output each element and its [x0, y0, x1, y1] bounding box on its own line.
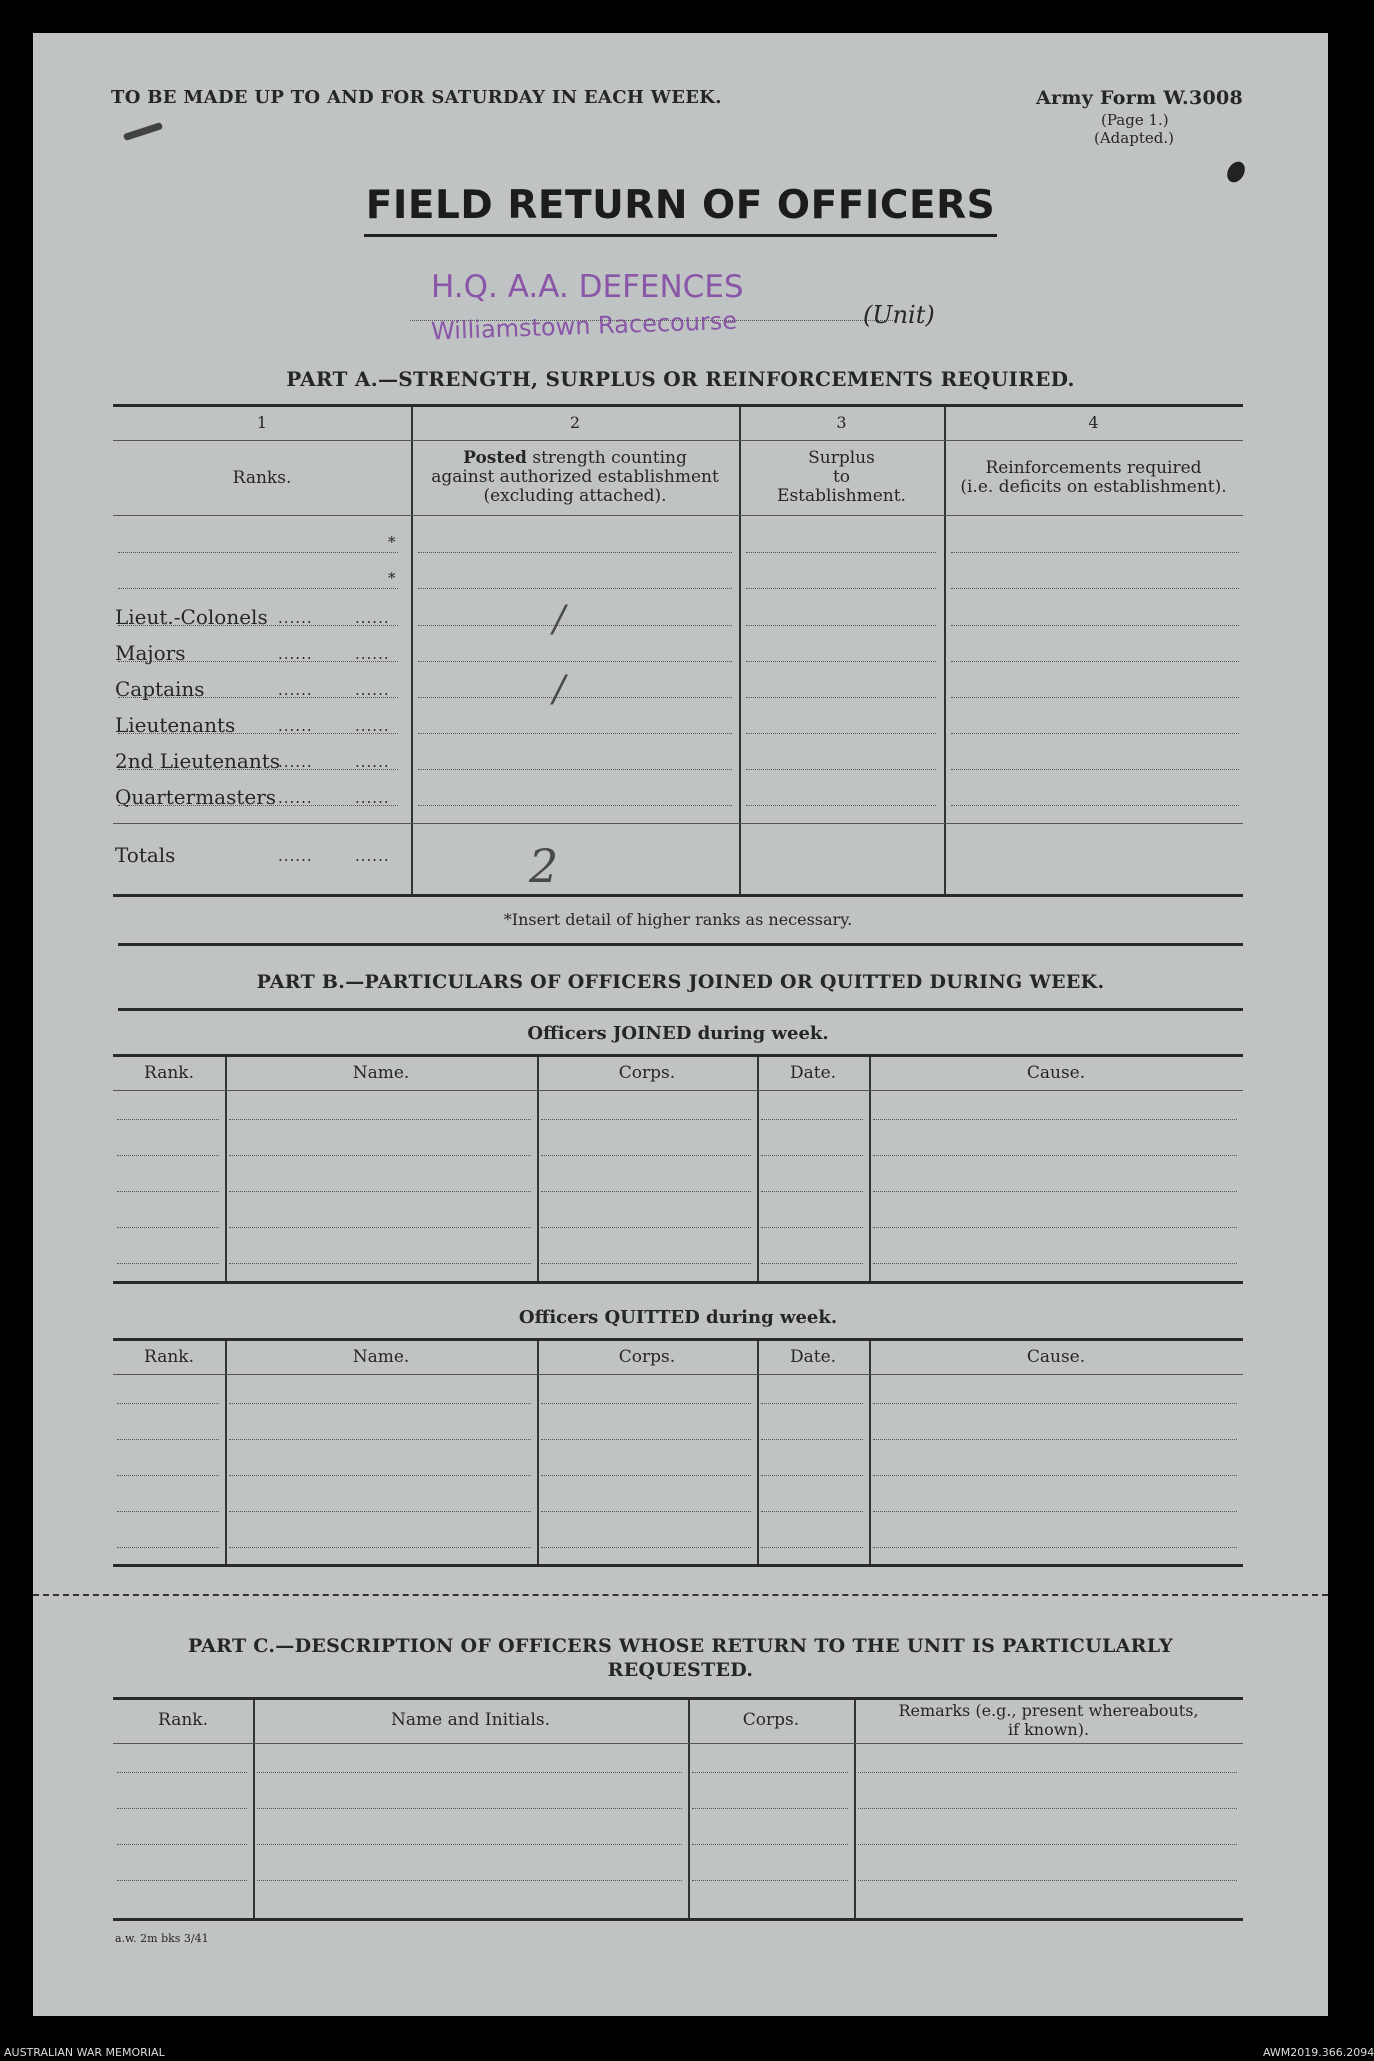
table-row-line — [761, 1191, 863, 1192]
reinforcement-row-line — [951, 805, 1239, 806]
surplus-row-line — [746, 588, 936, 589]
surplus-row-line — [746, 697, 936, 698]
table-row-line — [873, 1439, 1237, 1440]
column-header: Name. — [352, 1063, 410, 1083]
table-row-line — [257, 1880, 682, 1881]
cut-line — [33, 1594, 1328, 1596]
surplus-row-line — [746, 552, 936, 553]
table-row-line — [692, 1844, 848, 1845]
posted-row-line — [418, 805, 732, 806]
column-header: Name and Initials. — [390, 1710, 551, 1730]
part-c-top-rule — [113, 1697, 1243, 1700]
table-row-line — [257, 1772, 682, 1773]
table-row-line — [541, 1547, 751, 1548]
rank-leader: ...... — [278, 717, 313, 735]
posted-row-line — [418, 733, 732, 734]
col-num-3: 3 — [836, 413, 847, 432]
table-row-line — [873, 1119, 1237, 1120]
table-row-line — [761, 1439, 863, 1440]
column-header: Cause. — [1026, 1063, 1086, 1083]
reinforcement-row-line — [951, 588, 1239, 589]
ink-smudge — [123, 122, 163, 141]
table-row-line — [761, 1547, 863, 1548]
rank-leader: ...... — [278, 753, 313, 771]
table-row-line — [761, 1263, 863, 1264]
posted-row-line — [418, 661, 732, 662]
table-row-line — [541, 1439, 751, 1440]
table-row-line — [541, 1227, 751, 1228]
table-row-line — [229, 1119, 531, 1120]
form-number: Army Form W.3008 — [1036, 87, 1244, 109]
column-header: Rank. — [158, 1710, 208, 1730]
table-bottom-rule — [113, 1281, 1243, 1284]
col-num-rule — [113, 440, 1243, 441]
header-rule — [113, 1743, 1243, 1744]
column-header: Cause. — [1026, 1347, 1086, 1367]
print-code: a.w. 2m bks 3/41 — [115, 1932, 209, 1945]
col4-header: Reinforcements required (i.e. deficits on establishment). — [960, 458, 1227, 497]
posted-row-line — [418, 697, 732, 698]
table-row-line — [117, 1155, 219, 1156]
weekly-note: TO BE MADE UP TO AND FOR SATURDAY IN EACH WEEK. — [111, 87, 722, 108]
reinforcement-row-line — [951, 661, 1239, 662]
col-num-1: 1 — [256, 413, 268, 432]
column-header: Rank. — [144, 1063, 194, 1083]
table-row-line — [229, 1475, 531, 1476]
unit-stamp-line2: Williamstown Racecourse — [430, 306, 738, 346]
table-row-line — [257, 1808, 682, 1809]
table-row-line — [873, 1547, 1237, 1548]
table-row-line — [873, 1227, 1237, 1228]
form-sheet — [33, 33, 1328, 2016]
reinforcement-row-line — [951, 733, 1239, 734]
part-a-bottom-rule — [113, 894, 1243, 897]
table-row-line — [117, 1439, 219, 1440]
table-row-line — [229, 1227, 531, 1228]
table-row-line — [873, 1475, 1237, 1476]
joined-title: Officers JOINED during week. — [527, 1023, 829, 1044]
table-row-line — [117, 1119, 219, 1120]
rank-leader: ...... — [278, 789, 313, 807]
column-header: Corps. — [742, 1710, 800, 1730]
unit-line — [410, 320, 895, 321]
rank-leader: ...... — [278, 609, 313, 627]
table-row-line — [541, 1191, 751, 1192]
column-header: Date. — [789, 1063, 837, 1083]
table-row-line — [761, 1403, 863, 1404]
column-divider — [253, 1700, 255, 1918]
star-marker: * — [388, 569, 396, 587]
column-divider — [688, 1700, 690, 1918]
column-header: Corps. — [618, 1063, 676, 1083]
rank-leader: ...... — [355, 717, 390, 735]
table-row-line — [692, 1880, 848, 1881]
table-row-line — [761, 1119, 863, 1120]
surplus-row-line — [746, 733, 936, 734]
unit-stamp-line1: H.Q. A.A. DEFENCES — [431, 269, 744, 305]
surplus-row-line — [746, 769, 936, 770]
ranks-row-line — [118, 588, 398, 589]
rank-majors: Majors — [115, 641, 186, 665]
rank-leader: ...... — [355, 645, 390, 663]
table-row-line — [117, 1880, 247, 1881]
table-row-line — [873, 1191, 1237, 1192]
handwritten-majors: / — [553, 669, 566, 710]
col2-header: Posted strength counting against authorized establishment (excluding attached). — [431, 448, 719, 506]
unit-label: (Unit) — [863, 301, 935, 329]
page-label: (Page 1.) — [1101, 111, 1169, 129]
page-title: FIELD RETURN OF OFFICERS — [33, 183, 1328, 237]
rank-quartermasters: Quartermasters — [115, 785, 277, 809]
column-header: Rank. — [144, 1347, 194, 1367]
reinforcement-row-line — [951, 769, 1239, 770]
footer-credit: AUSTRALIAN WAR MEMORIAL — [4, 2046, 165, 2059]
part-b-rule — [118, 1008, 1243, 1011]
table-row-line — [117, 1191, 219, 1192]
part-a-top-rule — [113, 404, 1243, 407]
col3-header: Surplus to Establishment. — [777, 448, 906, 506]
rank-leader: ...... — [278, 681, 313, 699]
table-row-line — [541, 1155, 751, 1156]
column-header: Corps. — [618, 1347, 676, 1367]
table-row-line — [761, 1155, 863, 1156]
totals-label: Totals — [115, 843, 176, 867]
rank-2nd-lieutenants: 2nd Lieutenants — [115, 749, 281, 773]
remarks-header: Remarks (e.g., present whereabouts, if known). — [898, 1701, 1199, 1739]
footnote-rule — [118, 943, 1243, 946]
ranks-row-line — [118, 552, 398, 553]
table-row-line — [229, 1511, 531, 1512]
table-row-line — [229, 1191, 531, 1192]
punch-hole — [1224, 158, 1249, 185]
table-row-line — [541, 1119, 751, 1120]
table-row-line — [692, 1808, 848, 1809]
table-row-line — [117, 1511, 219, 1512]
table-row-line — [117, 1403, 219, 1404]
rank-leader: ...... — [355, 753, 390, 771]
table-row-line — [873, 1511, 1237, 1512]
table-row-line — [858, 1844, 1237, 1845]
footer-accession: AWM2019.366.2094 — [1263, 2046, 1374, 2059]
table-row-line — [117, 1263, 219, 1264]
part-a-footnote: *Insert detail of higher ranks as necessary. — [503, 910, 853, 929]
table-row-line — [117, 1844, 247, 1845]
table-row-line — [873, 1155, 1237, 1156]
table-row-line — [117, 1772, 247, 1773]
table-row-line — [873, 1403, 1237, 1404]
table-row-line — [858, 1808, 1237, 1809]
reinforcement-row-line — [951, 552, 1239, 553]
column-header: Date. — [789, 1347, 837, 1367]
col-num-2: 2 — [569, 413, 581, 432]
part-a-heading: PART A.—STRENGTH, SURPLUS OR REINFORCEMENTS REQUIRED. — [286, 367, 1075, 391]
surplus-row-line — [746, 661, 936, 662]
adapted-label: (Adapted.) — [1094, 129, 1174, 147]
col-num-4: 4 — [1088, 413, 1099, 432]
handwritten-lt-col: / — [553, 599, 566, 640]
table-row-line — [541, 1263, 751, 1264]
table-row-line — [117, 1547, 219, 1548]
rank-leader: ...... — [278, 847, 313, 865]
surplus-row-line — [746, 805, 936, 806]
table-row-line — [541, 1511, 751, 1512]
star-marker: * — [388, 533, 396, 551]
table-row-line — [229, 1439, 531, 1440]
rank-leader: ...... — [355, 681, 390, 699]
column-header: Name. — [352, 1347, 410, 1367]
table-row-line — [692, 1772, 848, 1773]
rank-lieutenants: Lieutenants — [115, 713, 236, 737]
rank-leader: ...... — [355, 789, 390, 807]
table-row-line — [229, 1263, 531, 1264]
table-row-line — [541, 1403, 751, 1404]
posted-row-line — [418, 588, 732, 589]
part-c-heading: PART C.—DESCRIPTION OF OFFICERS WHOSE RETURN TO THE UNIT IS PARTICULARLY REQUESTED. — [187, 1635, 1174, 1681]
table-row-line — [117, 1808, 247, 1809]
header-rule — [113, 1090, 1243, 1091]
reinforcement-row-line — [951, 697, 1239, 698]
table-row-line — [257, 1844, 682, 1845]
rank-lt-colonels: Lieut.-Colonels — [115, 605, 268, 629]
table-row-line — [117, 1227, 219, 1228]
table-row-line — [873, 1263, 1237, 1264]
handwritten-total: 2 — [529, 839, 559, 893]
col1-header: Ranks. — [232, 468, 292, 488]
header-rule — [113, 1374, 1243, 1375]
posted-row-line — [418, 769, 732, 770]
posted-row-line — [418, 552, 732, 553]
rank-leader: ...... — [278, 645, 313, 663]
table-bottom-rule — [113, 1564, 1243, 1567]
surplus-row-line — [746, 625, 936, 626]
rank-leader: ...... — [355, 609, 390, 627]
table-row-line — [229, 1403, 531, 1404]
posted-row-line — [418, 625, 732, 626]
table-row-line — [858, 1772, 1237, 1773]
header-bottom-rule — [113, 515, 1243, 516]
table-row-line — [761, 1227, 863, 1228]
rank-leader: ...... — [355, 847, 390, 865]
quitted-title: Officers QUITTED during week. — [518, 1307, 838, 1328]
reinforcement-row-line — [951, 625, 1239, 626]
totals-rule — [113, 823, 1243, 824]
quitted-top-rule — [113, 1338, 1243, 1341]
table-row-line — [229, 1155, 531, 1156]
table-bottom-rule — [113, 1918, 1243, 1921]
table-row-line — [229, 1547, 531, 1548]
rank-captains: Captains — [115, 677, 205, 701]
table-row-line — [541, 1475, 751, 1476]
joined-top-rule — [113, 1054, 1243, 1057]
table-row-line — [761, 1475, 863, 1476]
table-row-line — [858, 1880, 1237, 1881]
table-row-line — [117, 1475, 219, 1476]
table-row-line — [761, 1511, 863, 1512]
part-b-heading: PART B.—PARTICULARS OF OFFICERS JOINED OR QUITTED DURING WEEK. — [256, 971, 1105, 993]
